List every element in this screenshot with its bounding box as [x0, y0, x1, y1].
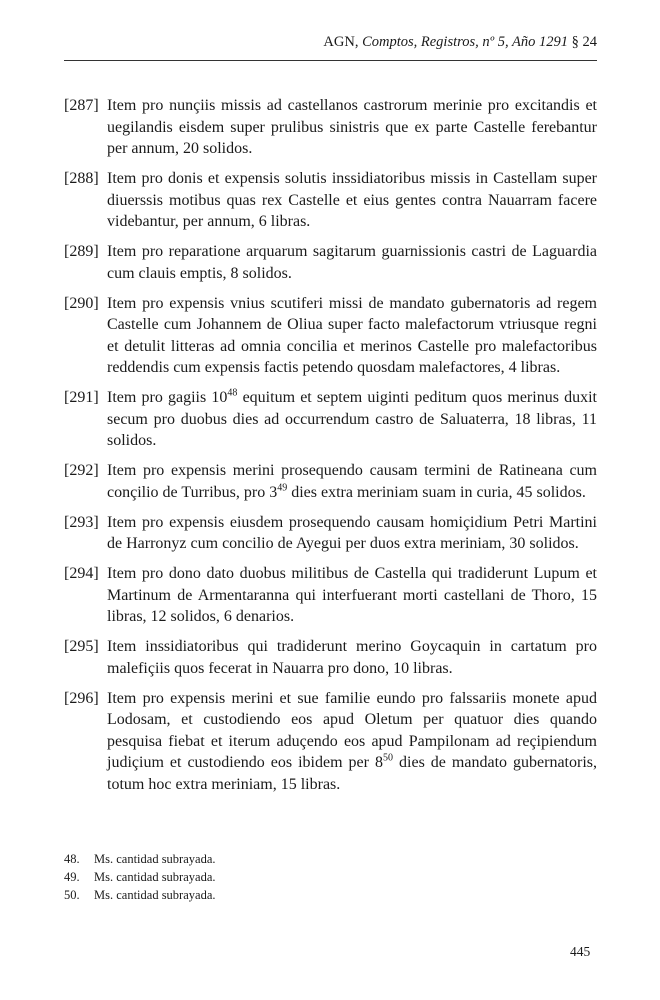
footnote-number: 49. [64, 870, 80, 884]
entry-291 [64, 387, 597, 452]
entry-text: Item pro expensis vnius scutiferi missi de mandato gubernatoris ad regem Castelle cum Johannem de Oliua super facto malefactorum vtriusque regni et detulit litteras ad omnia concilia et merinos Castelle pro malefactoribus reddendis cum expensis factis petendo quosdam malefactores, 4 libras. [107, 294, 597, 376]
entry-text: Item pro reparatione arquarum sagitarum guarnissionis castri de Laguardia cum clauis emptis, 8 solidos. [107, 243, 597, 282]
footnote-text: Ms. cantidad subrayada. [94, 852, 216, 866]
entry-text [107, 387, 597, 452]
running-header: AGN, Comptos, Registros, nº 5, Año 1291 § 24 [323, 34, 597, 50]
entry-text-pre: Item pro expensis merini prosequendo causam termini de Ratineana cum conçilio de Turribus, pro 3 [107, 462, 597, 501]
header-section: § 24 [571, 34, 597, 50]
page-number: 445 [570, 944, 591, 959]
entry-text: Item pro nunçiis missis ad castellanos castrorum merinie pro excitandis et uegilandis eisdem super prulibus sinistris que ex parte Castelle ferebantur per annum, 20 solidos. [107, 97, 597, 157]
entry-288 [64, 168, 597, 233]
footnote-ref-48[interactable]: 48 [227, 387, 238, 399]
footnote-number: 50. [64, 888, 80, 902]
entry-text: Item pro expensis eiusdem prosequendo causam homiçidium Petri Martini de Harronyz cum concilio de Ayegui per duos extra meriniam, 30 solidos. [107, 513, 597, 552]
footnote-49 [64, 868, 597, 886]
entry-295 [64, 636, 597, 679]
entry-292 [64, 460, 597, 503]
footnote-50 [64, 886, 597, 904]
entry-number: [289] [64, 243, 99, 260]
header-year: Año 1291 [512, 34, 568, 50]
entry-290 [64, 293, 597, 379]
header-number: nº 5, [482, 34, 509, 50]
entry-number: [296] [64, 689, 99, 707]
entry-text-pre: Item pro gagiis 10 [107, 389, 228, 406]
header-series: Comptos, Registros, [362, 34, 479, 50]
entry-text-post: dies de mandato gubernatoris, totum hoc extra meriniam, 15 libras. [107, 754, 597, 793]
header-rule [64, 60, 597, 61]
entry-293 [64, 512, 597, 555]
entry-text: Item pro dono dato duobus militibus de Castella qui tradiderunt Lupum et Martinum de Armentaranna qui interfuerant morti castellani de Thoro, 15 libras, 12 solidos, 6 denarios. [107, 565, 597, 625]
footnote-48 [64, 850, 597, 868]
entry-number: [292] [64, 462, 99, 479]
entry-text [107, 688, 597, 796]
entry-text [107, 460, 597, 503]
entry-number: [288] [64, 170, 99, 187]
footnote-text: Ms. cantidad subrayada. [94, 870, 216, 884]
entry-number: [293] [64, 513, 99, 531]
entry-text-post: equitum et septem uiginti peditum quos merinus duxit secum pro duobus dies ad occurrendum castro de Saluaterra, 18 libras, 11 solidos. [107, 389, 598, 449]
footnote-text: Ms. cantidad subrayada. [94, 888, 216, 902]
entry-number: [290] [64, 294, 99, 312]
entry-number: [294] [64, 565, 99, 582]
entry-number: [291] [64, 389, 99, 406]
header-archive: AGN [323, 34, 355, 50]
footnote-ref-50[interactable]: 50 [383, 752, 394, 764]
entries-list [64, 95, 597, 804]
entry-287 [64, 95, 597, 160]
entry-number: [287] [64, 97, 99, 114]
footnote-number: 48. [64, 852, 80, 866]
entry-294 [64, 563, 597, 628]
entry-289 [64, 241, 597, 284]
entry-text: Item pro donis et expensis solutis inssidiatoribus missis in Castellam super diuerssis motibus quas rex Castelle et eius gentes contra Nauarram facere videbantur, per annum, 6 libras. [107, 170, 597, 230]
entry-296 [64, 688, 597, 796]
footnotes [64, 850, 597, 904]
entry-text-post: dies extra meriniam suam in curia, 45 solidos. [287, 483, 586, 501]
entry-text-pre: Item pro expensis merini et sue familie eundo pro falssariis monete apud Lodosam, et custodiendo eos apud Oletum per quatuor dies quando pesquisa fiebat et iterum aduçendo eos apud Pampilonam ad reçipiendum judiçium et custodiendo eos ibidem per 8 [107, 689, 597, 771]
entry-text: Item inssidiatoribus qui tradiderunt merino Goycaquin in cartatum pro malefiçiis quos fecerat in Nauarra pro dono, 10 libras. [107, 638, 597, 677]
footnote-ref-49[interactable]: 49 [277, 482, 288, 494]
entry-number: [295] [64, 638, 99, 655]
